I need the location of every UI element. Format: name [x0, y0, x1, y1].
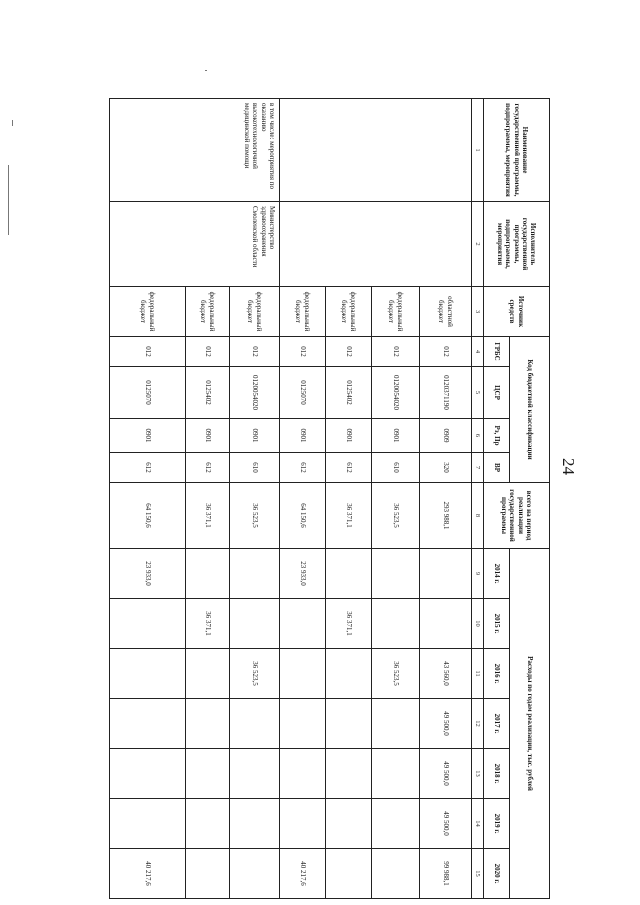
grbs-cell: 012: [110, 337, 186, 367]
y2020-cell: 99 988,1: [420, 849, 472, 899]
y2014-cell: [326, 549, 372, 599]
csr-cell: 0125070: [110, 367, 186, 419]
header-year-2016: 2016 г.: [484, 649, 510, 699]
y2016-cell: 36 523,5: [230, 649, 280, 699]
scan-mark-3: [205, 70, 207, 71]
vr-cell: 610: [230, 453, 280, 483]
page-number: 24: [559, 458, 578, 475]
y2016-cell: [326, 649, 372, 699]
column-number: 7: [472, 453, 484, 483]
header-vr: ВР: [484, 453, 510, 483]
rzpr-cell: 0909: [420, 419, 472, 453]
y2019-cell: [280, 799, 326, 849]
rzpr-cell: 0901: [280, 419, 326, 453]
vr-cell: 612: [280, 453, 326, 483]
y2015-cell: [110, 599, 186, 649]
grbs-cell: 012: [230, 337, 280, 367]
grbs-cell: 012: [326, 337, 372, 367]
y2019-cell: [372, 799, 420, 849]
y2018-cell: 49 500,0: [420, 749, 472, 799]
column-number: 11: [472, 649, 484, 699]
source-cell: областной бюджет: [420, 287, 472, 337]
header-grbs: ГРБС: [484, 337, 510, 367]
scan-mark-1: [8, 165, 9, 235]
header-year-2018: 2018 г.: [484, 749, 510, 799]
source-cell: федеральный бюджет: [230, 287, 280, 337]
y2019-cell: [230, 799, 280, 849]
csr-cell: 0125402: [326, 367, 372, 419]
y2014-cell: [186, 549, 230, 599]
y2017-cell: [280, 699, 326, 749]
grbs-cell: 012: [186, 337, 230, 367]
y2019-cell: [186, 799, 230, 849]
y2018-cell: [280, 749, 326, 799]
y2014-cell: [372, 549, 420, 599]
y2020-cell: [186, 849, 230, 899]
y2015-cell: [372, 599, 420, 649]
source-cell: федеральный бюджет: [110, 287, 186, 337]
y2018-cell: [110, 749, 186, 799]
budget-table: [109, 98, 550, 899]
source-cell: федеральный бюджет: [186, 287, 230, 337]
grbs-cell: 012: [420, 337, 472, 367]
header-name: Наименование государственной программы, подпрограммы, мероприятия: [484, 99, 550, 202]
y2018-cell: [372, 749, 420, 799]
rzpr-cell: 0901: [230, 419, 280, 453]
csr-cell: 0125070: [280, 367, 326, 419]
column-number: 6: [472, 419, 484, 453]
total-cell: 36 371,1: [186, 483, 230, 549]
y2015-cell: 36 371,1: [186, 599, 230, 649]
program-name-cell: [280, 99, 472, 202]
table-row: [230, 99, 280, 899]
y2016-cell: [110, 649, 186, 699]
column-number: 14: [472, 799, 484, 849]
csr-cell: 0125402: [186, 367, 230, 419]
column-number: 13: [472, 749, 484, 799]
header-source: Источник средств: [484, 287, 550, 337]
csr-cell: 0120054020: [230, 367, 280, 419]
rzpr-cell: 0901: [186, 419, 230, 453]
total-cell: 293 988,1: [420, 483, 472, 549]
y2017-cell: [372, 699, 420, 749]
column-number: 3: [472, 287, 484, 337]
y2015-cell: [420, 599, 472, 649]
y2014-cell: [420, 549, 472, 599]
program-executor-cell: [280, 202, 472, 287]
total-cell: 36 523,5: [230, 483, 280, 549]
vr-cell: 612: [326, 453, 372, 483]
column-number: 10: [472, 599, 484, 649]
rzpr-cell: 0901: [372, 419, 420, 453]
y2017-cell: [110, 699, 186, 749]
y2016-cell: 43 560,0: [420, 649, 472, 699]
table-row: [420, 99, 472, 899]
y2014-cell: 23 933,0: [110, 549, 186, 599]
grbs-cell: 012: [372, 337, 420, 367]
y2018-cell: [230, 749, 280, 799]
source-cell: федеральный бюджет: [372, 287, 420, 337]
budget-table-rotated: [110, 98, 550, 898]
y2019-cell: [110, 799, 186, 849]
header-year-2017: 2017 г.: [484, 699, 510, 749]
header-executor: Исполнитель государственной программы, подпрограммы, мероприятия: [484, 202, 550, 287]
y2014-cell: [230, 549, 280, 599]
y2016-cell: [280, 649, 326, 699]
scan-mark-2: [12, 120, 13, 126]
source-cell: федеральный бюджет: [326, 287, 372, 337]
csr-cell: 0120371190: [420, 367, 472, 419]
header-code-group: Код бюджетной классификации: [510, 337, 550, 483]
y2017-cell: [326, 699, 372, 749]
total-cell: 64 150,6: [110, 483, 186, 549]
total-cell: 36 523,5: [372, 483, 420, 549]
y2020-cell: 40 217,6: [110, 849, 186, 899]
rzpr-cell: 0901: [326, 419, 372, 453]
column-number: 2: [472, 202, 484, 287]
rzpr-cell: 0901: [110, 419, 186, 453]
sub-item-name: в том числе: мероприятия по оказанию высокотехнологичной медицинской помощи: [110, 99, 280, 202]
y2016-cell: 36 523,5: [372, 649, 420, 699]
header-expenses: Расходы по годам реализации, тыс. рублей: [510, 549, 550, 899]
column-number: 12: [472, 699, 484, 749]
y2014-cell: 23 933,0: [280, 549, 326, 599]
header-year-2019: 2019 г.: [484, 799, 510, 849]
column-number: 15: [472, 849, 484, 899]
y2017-cell: 49 500,0: [420, 699, 472, 749]
y2020-cell: [372, 849, 420, 899]
vr-cell: 612: [110, 453, 186, 483]
y2015-cell: [280, 599, 326, 649]
y2018-cell: [186, 749, 230, 799]
header-csr: ЦСР: [484, 367, 510, 419]
vr-cell: 612: [186, 453, 230, 483]
column-number: 1: [472, 99, 484, 202]
y2019-cell: 49 500,0: [420, 799, 472, 849]
y2020-cell: [230, 849, 280, 899]
header-year-2020: 2020 г.: [484, 849, 510, 899]
y2020-cell: 40 217,6: [280, 849, 326, 899]
y2015-cell: [230, 599, 280, 649]
header-year-2014: 2014 г.: [484, 549, 510, 599]
y2020-cell: [326, 849, 372, 899]
y2016-cell: [186, 649, 230, 699]
y2015-cell: 36 371,1: [326, 599, 372, 649]
column-number: 9: [472, 549, 484, 599]
y2017-cell: [230, 699, 280, 749]
column-number: 8: [472, 483, 484, 549]
header-total: всего на период реализации государственной программы: [484, 483, 550, 549]
header-year-2015: 2015 г.: [484, 599, 510, 649]
source-cell: федеральный бюджет: [280, 287, 326, 337]
csr-cell: 0120054020: [372, 367, 420, 419]
total-cell: 36 371,1: [326, 483, 372, 549]
y2017-cell: [186, 699, 230, 749]
y2018-cell: [326, 749, 372, 799]
y2019-cell: [326, 799, 372, 849]
column-number: 5: [472, 367, 484, 419]
column-number: 4: [472, 337, 484, 367]
column-number-row: [472, 99, 484, 899]
header-rzpr: Рз, Пр: [484, 419, 510, 453]
grbs-cell: 012: [280, 337, 326, 367]
vr-cell: 320: [420, 453, 472, 483]
sub-item-executor: Министерство здравоохранения Смоленской области: [110, 202, 280, 287]
vr-cell: 610: [372, 453, 420, 483]
total-cell: 64 150,6: [280, 483, 326, 549]
